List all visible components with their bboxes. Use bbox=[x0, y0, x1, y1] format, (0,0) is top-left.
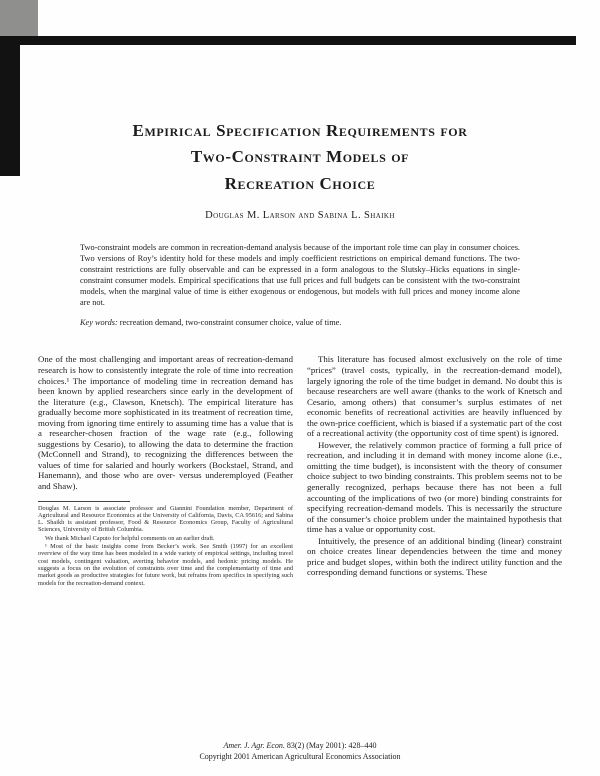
footnote-1: ¹ Most of the basic insights come from Becker’s work. See Smith (1997) for an excellent overview of the way time has been modeled in a wide variety of empirical settings, including travel cost models, contingent valuation, averting behavior models, and hedonic pricing models. He suggests a focus on the evolution of constraints over time and the complementarity of time and market goods as productive strategies for future work, but refrains from specifics in specifying such models for the recreation-demand context. bbox=[38, 543, 293, 587]
body-columns bbox=[38, 354, 562, 586]
keywords-text: recreation demand, two-constraint consumer choice, value of time. bbox=[119, 317, 342, 327]
footnotes-block bbox=[38, 501, 293, 587]
footnote-rule bbox=[38, 501, 130, 502]
scan-artifact-top-bar bbox=[10, 36, 576, 45]
paper-title-line-2: Two-Constraint Models of bbox=[190, 147, 410, 167]
footnote-affiliation: Douglas M. Larson is associate professor and Giannini Foundation member, Department of Agricultural and Resource Economics at the University of California, Davis, CA 95616; and Sabina L. Shaikh is assistant professor, Food & Resource Economics Group, Faculty of Agricultural Sciences, University of British Columbia. bbox=[38, 504, 293, 534]
keywords-line bbox=[80, 318, 520, 329]
right-column-paragraph-1: This literature has focused almost exclusively on the role of time “prices” (travel costs, typically, in the recreation-demand model), largely ignoring the role of the time budget in demand. No doubt this is because researchers are well aware (thanks to the work of Knetsch and Cesario, among others) that consumer’s surplus estimates of net economic benefits of recreational activities are heavily influenced by the own-price coefficient, which is biased if a systematic part of the cost of a recreational activity (the opportunity cost of time spent) is ignored. bbox=[307, 354, 562, 439]
page-footer bbox=[0, 741, 600, 762]
scan-artifact-corner bbox=[0, 0, 38, 36]
keywords-label: Key words: bbox=[80, 317, 118, 327]
footer-citation-line bbox=[0, 741, 600, 751]
abstract-text: Two-constraint models are common in recreation-demand analysis because of the important role time can play in consumer choices. Two versions of Roy’s identity hold for these models and imply coefficient restrictions on empirical demand functions. The two-constraint restrictions are fully observable and can be expressed in a form analogous to the Slutsky–Hicks equations in single-constraint consumer models. Empirical specifications that use full prices and full budgets can be consistent with the two-constraint models, when the marginal value of time is either exogenous or endogenous, but models with full prices and money income alone are not. bbox=[80, 243, 520, 307]
authors-line: Douglas M. Larson and Sabina L. Shaikh bbox=[205, 210, 395, 222]
scan-artifact-left-bar bbox=[0, 36, 20, 176]
paper-title bbox=[60, 118, 540, 197]
right-column-paragraph-2: However, the relatively common practice of forming a full price of recreation, and including it in demand with money income alone (i.e., omitting the time budget), is inconsistent with the theory of consumer choice subject to two binding constraints. This problem seems not to be generally recognized, perhaps because there has not been a full accounting of the implications of two (or more) binding constraints for specifying recreation-demand models. This is necessarily the structure of the consumer’s choice problem under the maintained hypothesis that time has a value or opportunity cost. bbox=[307, 439, 562, 535]
footer-journal-name: Amer. J. Agr. Econ. bbox=[223, 741, 285, 751]
left-column bbox=[38, 354, 293, 586]
paper-title-line-3: Recreation Choice bbox=[224, 173, 376, 193]
left-column-paragraph-1: One of the most challenging and important areas of recreation-demand research is how to consistently integrate the role of time into recreation choices.¹ The importance of modeling time in recreation demand has been known by applied researchers since early in the development of the literature (e.g., Clawson, Knetsch). The empirical literature has gradually become more sophisticated in its treatment of recreation time, moving from ignoring time entirely to assuming time has a value that is a researcher-chosen fraction of the wage rate (e.g., following suggestions by Cesario), to allowing the data to determine the fraction (McConnell and Strand), to recognizing the differences between the values of time for salaried and hourly workers (Bockstael, Strand, and Hanemann), and those who are over- versus underemployed (Feather and Shaw). bbox=[38, 354, 293, 491]
paper-title-line-1: Empirical Specification Requirements for bbox=[132, 121, 468, 140]
footer-issue-info: 83(2) (May 2001): 428–440 bbox=[284, 741, 377, 751]
right-column bbox=[307, 354, 562, 586]
footer-copyright-line: Copyright 2001 American Agricultural Economics Association bbox=[199, 751, 401, 761]
footnote-acknowledgment: We thank Michael Caputo for helpful comments on an earlier draft. bbox=[45, 534, 215, 542]
right-column-paragraph-3: Intuitively, the presence of an additional binding (linear) constraint on choice creates linear dependencies between the time and money price and budget slopes, within both the indirect utility function and the corresponding demand functions or systems. These bbox=[307, 535, 562, 578]
